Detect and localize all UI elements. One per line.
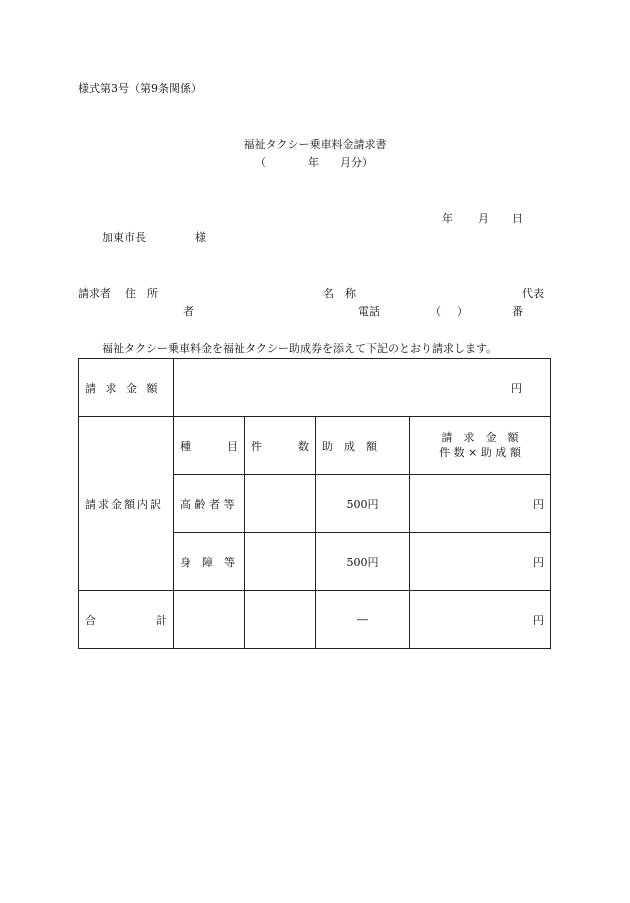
breakdown-header-row [79,417,551,475]
header-subsidy: 助 成 額 [316,417,410,475]
claim-statement: 福祉タクシー乗車料金を福祉タクシー助成券を添えて下記のとおり請求します。 [102,342,498,355]
claim-amount-yen: 円 [511,381,522,395]
claim-amount-label: 請 求 金 額 [79,359,174,417]
header-count-char1: 件 [251,439,262,453]
total-subsidy-dash: ― [316,591,410,649]
claimant-phone-label: 電話 [358,305,380,318]
header-type [174,417,245,475]
claimant-address-label: 住 所 [125,287,158,300]
row-subsidy-value: 500円 [316,475,410,533]
header-count-char2: 数 [298,439,309,453]
total-label [79,591,174,649]
total-amount-yen: 円 [533,613,544,627]
row-amount-yen: 円 [533,497,544,511]
total-row [79,591,551,649]
addressee-honorific: 様 [195,231,206,244]
breakdown-label: 請求金額内訳 [79,417,174,591]
row-type-label: 高 齢 者 等 [174,475,245,533]
total-type-blank [174,591,245,649]
total-label-char1: 合 [85,613,96,627]
row-amount-field[interactable] [410,533,551,591]
row-count-field[interactable] [245,533,316,591]
header-count [245,417,316,475]
phone-paren-close: ） [457,305,468,318]
row-type-label: 身 障 等 [174,533,245,591]
total-amount-field[interactable] [410,591,551,649]
period-open-paren: （ [255,156,266,169]
header-amount-line1: 請 求 金 額 [441,430,519,444]
header-type-char2: 目 [227,439,238,453]
period-year-label: 年 [308,156,319,169]
total-label-char2: 計 [156,613,167,627]
total-count-field[interactable] [245,591,316,649]
claimant-representative-label: 代表 [522,287,544,300]
phone-number-suffix: 番 [512,305,523,318]
addressee-name: 加東市長 [102,231,146,244]
claim-amount-field[interactable] [174,359,551,417]
claimant-name-label: 名 称 [323,287,356,300]
claimant-label: 請求者 [78,287,111,300]
row-subsidy-value: 500円 [316,533,410,591]
claim-amount-row [79,359,551,417]
period-month-label: 月分） [340,156,373,169]
date-month-label: 月 [478,212,489,225]
claimant-representative-label-cont: 者 [183,305,194,318]
date-day-label: 日 [512,212,523,225]
form-number: 様式第3号（第9条関係） [78,82,202,95]
form-title: 福祉タクシー乗車料金請求書 [243,138,387,151]
date-year-label: 年 [442,212,453,225]
phone-paren-open: （ [430,305,441,318]
header-amount-line2: 件 数 × 助 成 額 [439,445,521,459]
header-amount [410,417,551,475]
row-count-field[interactable] [245,475,316,533]
header-type-char1: 種 [180,439,191,453]
row-amount-field[interactable] [410,475,551,533]
claim-table [78,358,551,649]
row-amount-yen: 円 [533,555,544,569]
